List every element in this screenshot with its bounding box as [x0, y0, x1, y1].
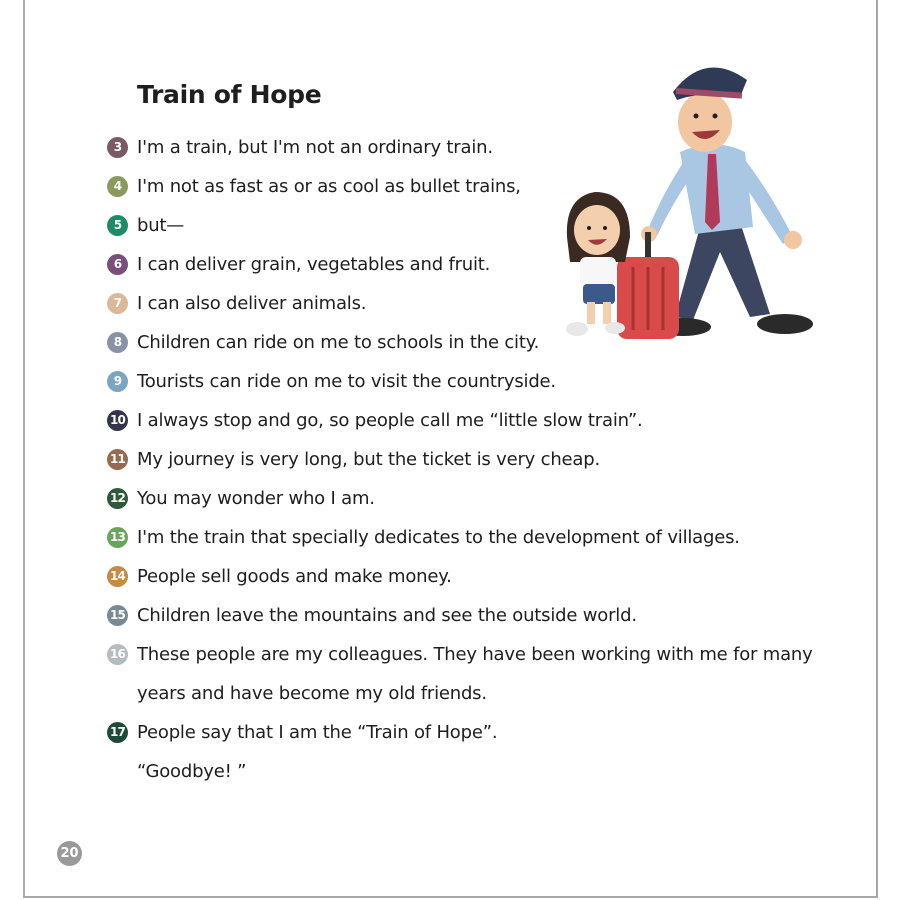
- story-line-continuation: [137, 678, 487, 708]
- story-line-16: [107, 639, 813, 669]
- conductor-eye-left: [694, 114, 699, 119]
- line-text: I can deliver grain, vegetables and fruit.: [137, 253, 491, 275]
- conductor-arm-left: [647, 160, 693, 236]
- line-number-badge: 6: [107, 254, 128, 275]
- line-text: My journey is very long, but the ticket is very cheap.: [137, 448, 600, 470]
- story-line-8: [107, 327, 539, 357]
- line-number-badge: 11: [107, 449, 128, 470]
- line-text: Children can ride on me to schools in the city.: [137, 331, 540, 353]
- line-text: but—: [137, 214, 185, 236]
- line-number-badge: 12: [107, 488, 128, 509]
- line-number-badge: 9: [107, 371, 128, 392]
- conductor-face: [678, 92, 732, 152]
- line-text: I can also deliver animals.: [137, 292, 367, 314]
- girl-shoe-right: [605, 322, 625, 334]
- story-line-3: [107, 132, 493, 162]
- line-text: “Goodbye! ”: [137, 760, 247, 782]
- line-text: I always stop and go, so people call me “little slow train”.: [137, 409, 643, 431]
- page-number-badge: 20: [57, 841, 82, 866]
- line-number-badge: 10: [107, 410, 128, 431]
- conductor-eye-right: [713, 114, 718, 119]
- line-number-badge: 16: [107, 644, 128, 665]
- conductor-shoe-right: [757, 314, 813, 334]
- page-title: Train of Hope: [137, 80, 322, 109]
- story-line-13: [107, 522, 740, 552]
- story-line-12: [107, 483, 375, 513]
- story-line-10: [107, 405, 643, 435]
- line-text: People say that I am the “Train of Hope”.: [137, 721, 498, 743]
- girl-face: [574, 205, 620, 255]
- line-text: People sell goods and make money.: [137, 565, 452, 587]
- girl-shirt: [580, 257, 616, 287]
- conductor-and-girl-illustration: [555, 52, 820, 352]
- line-number-badge: 7: [107, 293, 128, 314]
- story-line-4: [107, 171, 521, 201]
- line-text: These people are my colleagues. They have been working with me for many: [137, 643, 813, 665]
- story-line-7: [107, 288, 366, 318]
- girl-shoe-left: [566, 322, 588, 336]
- line-text: Children leave the mountains and see the outside world.: [137, 604, 637, 626]
- line-text: I'm the train that specially dedicates to the development of villages.: [137, 526, 740, 548]
- line-number-badge: 13: [107, 527, 128, 548]
- story-line-6: [107, 249, 490, 279]
- story-line-11: [107, 444, 600, 474]
- line-number-badge: 15: [107, 605, 128, 626]
- line-number-badge: 17: [107, 722, 128, 743]
- story-line-14: [107, 561, 452, 591]
- line-number-badge: 14: [107, 566, 128, 587]
- story-line-17: [107, 717, 497, 747]
- line-number-badge: 4: [107, 176, 128, 197]
- line-number-badge: 3: [107, 137, 128, 158]
- story-line-15: [107, 600, 637, 630]
- girl-shorts: [583, 284, 615, 304]
- line-number-badge: 5: [107, 215, 128, 236]
- line-number-badge: 8: [107, 332, 128, 353]
- story-line-continuation: [137, 756, 246, 786]
- line-text: Tourists can ride on me to visit the countryside.: [137, 370, 556, 392]
- line-text: I'm not as fast as or as cool as bullet trains,: [137, 175, 521, 197]
- line-text: You may wonder who I am.: [137, 487, 375, 509]
- conductor-trousers: [675, 222, 770, 320]
- story-line-9: [107, 366, 556, 396]
- story-line-5: [107, 210, 184, 240]
- line-text: I'm a train, but I'm not an ordinary train.: [137, 136, 493, 158]
- line-text: years and have become my old friends.: [137, 682, 487, 704]
- conductor-hand-right: [784, 231, 802, 249]
